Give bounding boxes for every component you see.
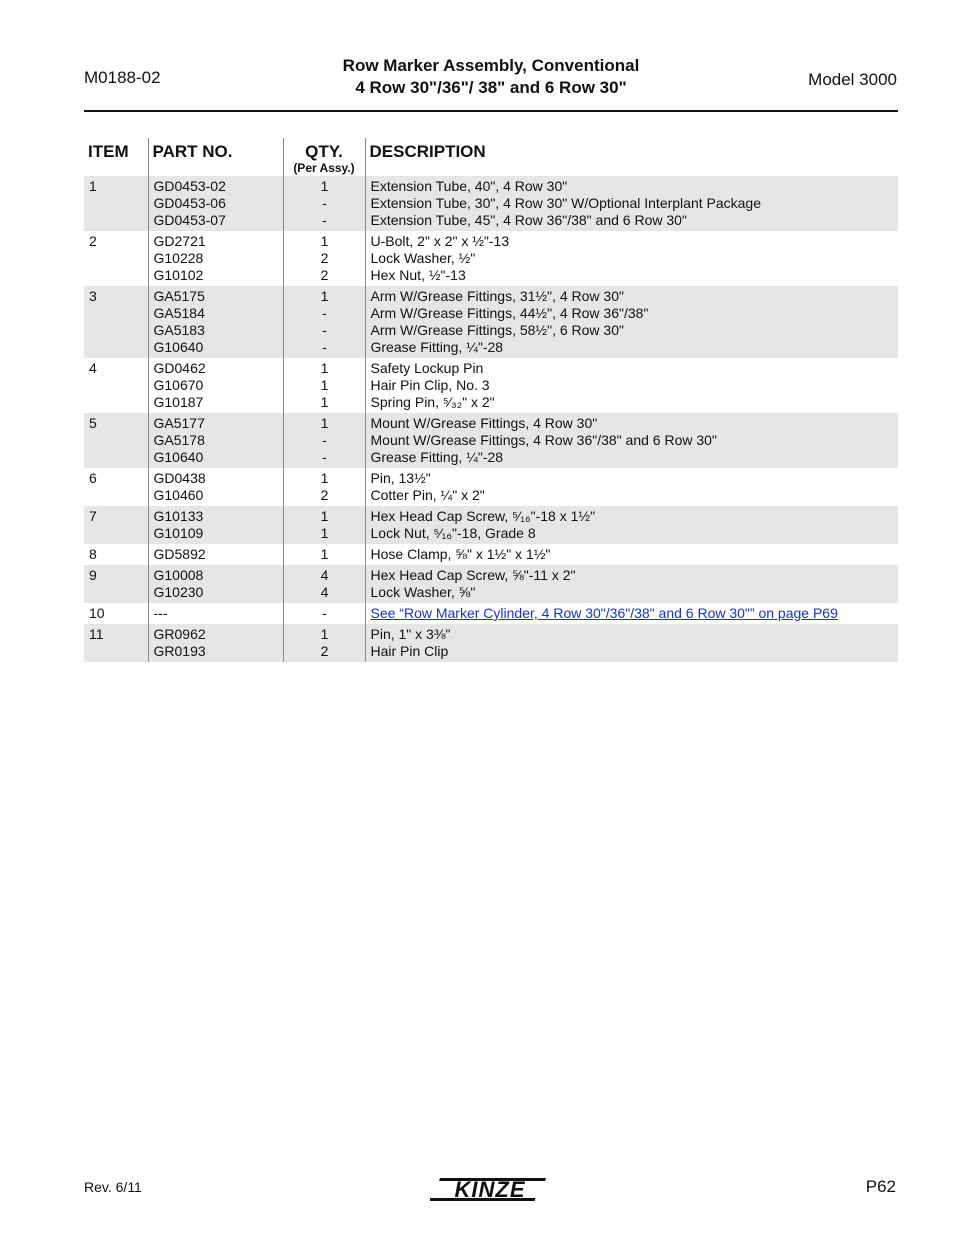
item-number: 3 [84,286,148,358]
description: Hose Clamp, ⅝" x 1½" x 1½" [370,546,551,562]
page-number: P62 [865,1177,896,1196]
item-number: 1 [84,176,148,231]
qty-header-sublabel: (Per Assy.) [293,161,355,175]
description: Hex Head Cap Screw, ⁵⁄₁₆"-18 x 1½" [370,508,596,524]
quantity-cell [283,413,365,468]
part-number-cell [148,468,283,506]
quantity: - [322,339,327,355]
part-number: GA5175 [153,288,205,304]
description: U-Bolt, 2" x 2" x ½"-13 [370,233,510,249]
part-number-cell [148,624,283,662]
description: Lock Washer, ⅝" [370,584,476,600]
part-number-cell [148,565,283,603]
part-number: G10133 [153,508,204,524]
quantity-cell [283,624,365,662]
part-number-cell [148,358,283,413]
model-label: Model 3000 [808,70,897,89]
part-number: GD5892 [153,546,206,562]
item-number: 5 [84,413,148,468]
part-number-cell [148,544,283,565]
revision-label: Rev. 6/11 [84,1179,142,1195]
part-number: G10670 [153,377,204,393]
description-cell [365,286,898,358]
quantity: 1 [320,360,329,376]
part-number: GR0193 [153,643,206,659]
part-number: GA5183 [153,322,205,338]
part-number-cell [148,231,283,286]
column-header-description: DESCRIPTION [365,138,898,176]
description: Mount W/Grease Fittings, 4 Row 30" [370,415,598,431]
description-cell [365,176,898,231]
description-cell [365,468,898,506]
part-number: GD2721 [153,233,206,249]
quantity-cell [283,544,365,565]
description: Lock Nut, ⁵⁄₁₆"-18, Grade 8 [370,525,536,541]
description: Arm W/Grease Fittings, 44½", 4 Row 36"/38" [370,305,649,321]
part-number: GD0462 [153,360,206,376]
quantity: - [322,605,327,621]
table-row [84,358,898,413]
table-row [84,603,898,624]
table-header-row [84,138,898,176]
quantity-cell [283,506,365,544]
item-number: 2 [89,233,97,249]
table-row [84,506,898,544]
quantity: - [322,212,327,228]
part-number: G10008 [153,567,204,583]
description: Safety Lockup Pin [370,360,484,376]
quantity-cell [283,176,365,231]
doc-number: M0188-02 [84,68,161,87]
item-number: 7 [84,506,148,544]
table-row [84,624,898,662]
description: Hair Pin Clip [370,643,449,659]
description: Hex Nut, ½"-13 [370,267,466,283]
description: Mount W/Grease Fittings, 4 Row 36"/38" and 6 Row 30" [370,432,717,448]
part-number: G10102 [153,267,204,283]
quantity: 1 [320,415,329,431]
quantity: 4 [320,584,329,600]
quantity-cell [283,565,365,603]
description: Lock Washer, ½" [370,250,476,266]
part-number: G10187 [153,394,204,410]
item-number: 6 [89,470,97,486]
quantity-cell [283,358,365,413]
quantity: - [322,432,327,448]
part-number-cell [148,603,283,624]
part-number: G10460 [153,487,204,503]
description: Extension Tube, 45", 4 Row 36"/38" and 6 Row 30" [370,212,687,228]
column-header-qty [283,138,365,176]
description-cell [365,413,898,468]
quantity: 1 [320,377,329,393]
quantity: 1 [320,288,329,304]
page-title [250,55,732,99]
description: Cotter Pin, ¼" x 2" [370,487,485,503]
description: Grease Fitting, ¼"-28 [370,339,504,355]
quantity-cell [283,231,365,286]
quantity-cell [283,468,365,506]
description: Grease Fitting, ¼"-28 [370,449,504,465]
description-cell [365,603,898,624]
part-number: G10640 [153,449,204,465]
title-line-2: 4 Row 30"/36"/ 38" and 6 Row 30" [355,78,627,97]
part-number: G10228 [153,250,204,266]
quantity: 2 [320,250,329,266]
parts-table [84,138,898,662]
quantity: 2 [320,487,329,503]
item-number: 10 [89,605,105,621]
qty-header-label: QTY. [305,142,343,161]
table-row [84,544,898,565]
description-cell [365,544,898,565]
description: Hex Head Cap Screw, ⅝"-11 x 2" [370,567,576,583]
part-number-cell [148,413,283,468]
description: Hair Pin Clip, No. 3 [370,377,490,393]
part-number: GD0453-02 [153,178,226,194]
part-number: G10230 [153,584,204,600]
description: Arm W/Grease Fittings, 31½", 4 Row 30" [370,288,624,304]
item-number: 4 [89,360,97,376]
title-line-1: Row Marker Assembly, Conventional [342,56,640,75]
description-cell [365,506,898,544]
part-number: GR0962 [153,626,206,642]
quantity: 1 [320,178,329,194]
part-number: GD0453-06 [153,195,226,211]
part-number-cell [148,176,283,231]
table-row [84,176,898,231]
quantity: 1 [320,233,329,249]
quantity: 2 [320,267,329,283]
table-row [84,413,898,468]
quantity-cell [283,603,365,624]
table-row [84,468,898,506]
part-number: GD0438 [153,470,206,486]
description: Pin, 13½" [370,470,431,486]
part-number: GA5178 [153,432,205,448]
quantity: 1 [320,394,329,410]
description: Extension Tube, 40", 4 Row 30" [370,178,568,194]
description-cell [365,231,898,286]
part-number: G10109 [153,525,204,541]
description: Arm W/Grease Fittings, 58½", 6 Row 30" [370,322,624,338]
quantity: 1 [320,470,329,486]
description-cell [365,565,898,603]
description-cell [365,624,898,662]
column-header-item: ITEM [88,142,129,161]
part-number: GA5184 [153,305,205,321]
quantity: 4 [320,567,329,583]
quantity: 2 [320,643,329,659]
table-row [84,231,898,286]
quantity-cell [283,286,365,358]
quantity: - [322,195,327,211]
description: Extension Tube, 30", 4 Row 30" W/Optional Interplant Package [370,195,761,211]
item-number: 11 [84,624,148,662]
table-row [84,286,898,358]
cross-reference-link[interactable]: See “Row Marker Cylinder, 4 Row 30"/36"/38" and 6 Row 30"” on page P69 [370,605,838,621]
quantity: 1 [320,546,329,562]
quantity: 1 [320,508,329,524]
part-number: --- [153,605,168,621]
part-number: GA5177 [153,415,205,431]
part-number-cell [148,506,283,544]
description: Pin, 1" x 3⅜" [370,626,451,642]
item-number: 8 [89,546,97,562]
part-number: GD0453-07 [153,212,226,228]
logo-text: KINZE [454,1177,526,1202]
item-number: 9 [84,565,148,603]
table-row [84,565,898,603]
description: Spring Pin, ⁵⁄₃₂" x 2" [370,394,495,410]
header-rule [84,110,898,112]
quantity: - [322,449,327,465]
part-number: G10640 [153,339,204,355]
kinze-logo [430,1172,550,1206]
quantity: 1 [320,626,329,642]
part-number-cell [148,286,283,358]
quantity: 1 [320,525,329,541]
description-cell [365,358,898,413]
quantity: - [322,305,327,321]
quantity: - [322,322,327,338]
parts-table-body [84,176,898,662]
column-header-part-no: PART NO. [148,138,283,176]
